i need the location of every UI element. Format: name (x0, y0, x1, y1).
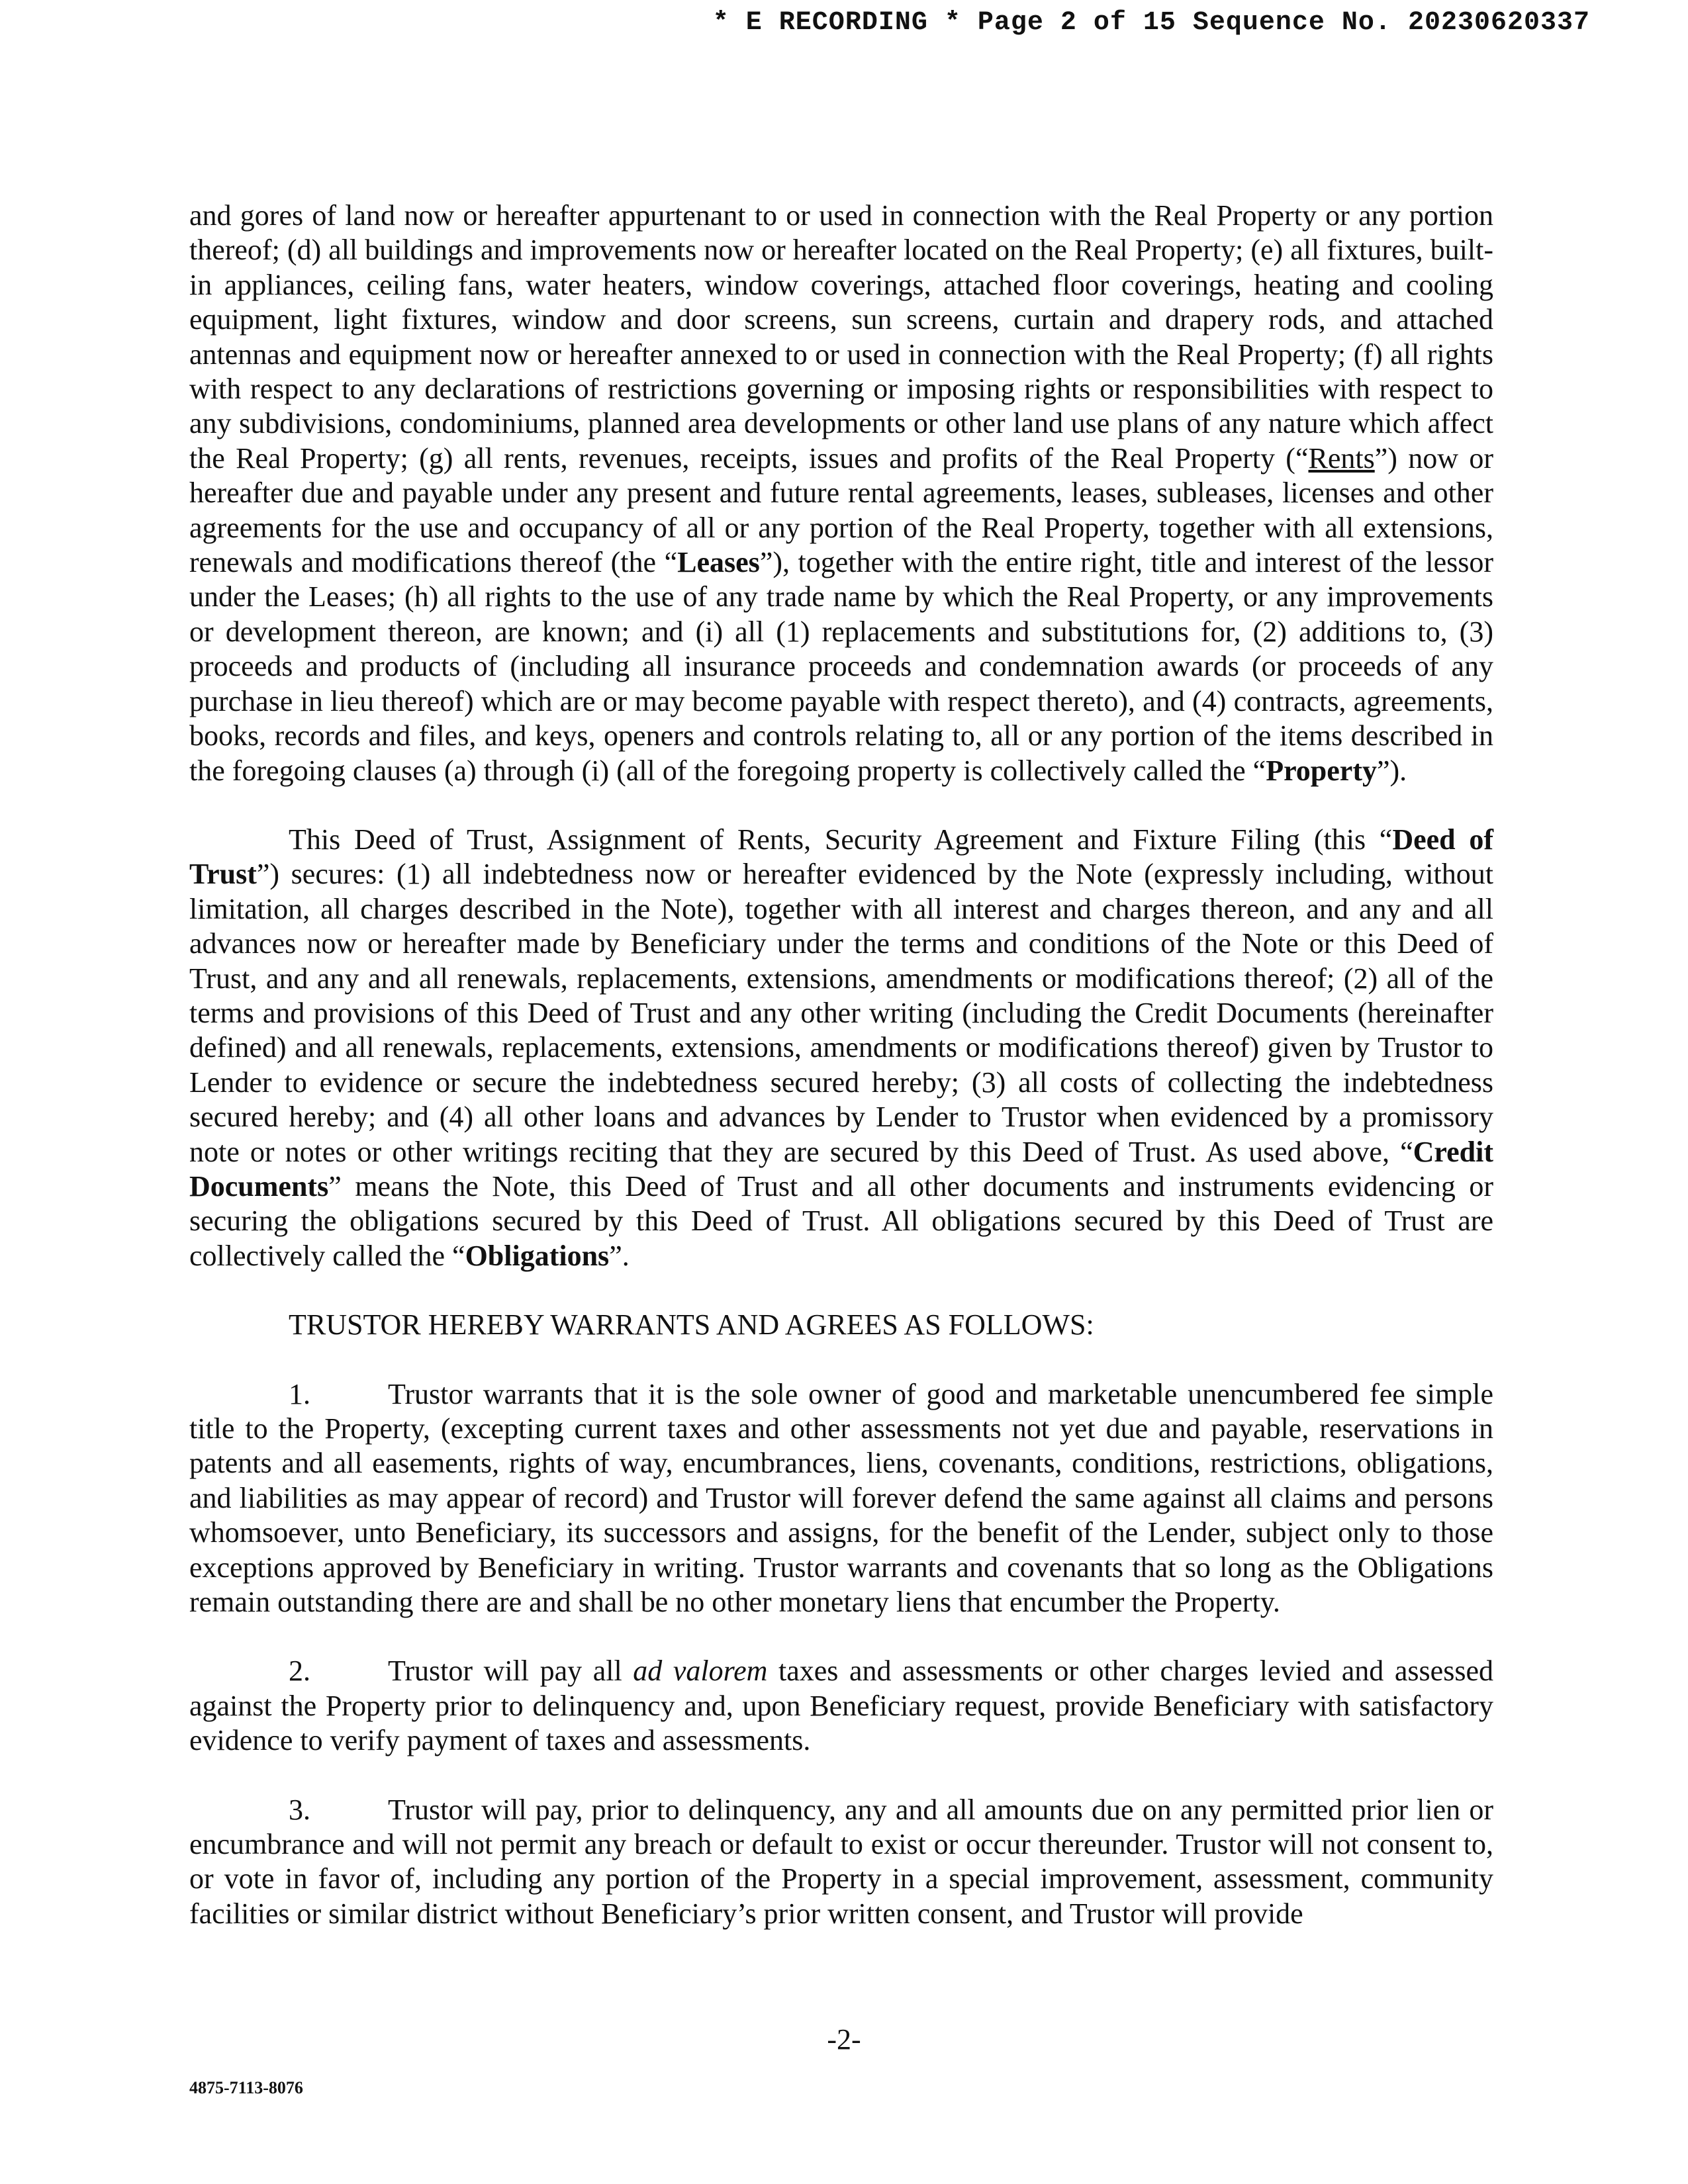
section-3-prior-liens (189, 1793, 1493, 1932)
page-number: -2- (827, 2023, 861, 2056)
defined-term-credit-documents: Credit Documents (189, 1135, 1493, 1203)
defined-term-leases: Leases (677, 546, 760, 579)
italic-term: ad valorem (633, 1655, 768, 1688)
document-id: 4875-7113-8076 (189, 2078, 303, 2097)
text-segment: ” means the Note, this Deed of Trust and all other documents and instruments evidencing or securing the obligations secured by this Deed of Trust. All obligations secured by this Deed of Trust are collectively called the “ (189, 1169, 1493, 1272)
defined-term-rents: Rents (1308, 441, 1375, 475)
text-segment: ”. (609, 1239, 630, 1272)
defined-term-obligations: Obligations (465, 1239, 610, 1272)
text-segment: This Deed of Trust, Assignment of Rents, Security Agreement and Fixture Filing (this “ (289, 823, 1393, 856)
recording-stamp: * E RECORDING * Page 2 of 15 Sequence No. 20230620337 (712, 8, 1590, 38)
section-1-title-warranty (189, 1377, 1493, 1620)
section-number: 1. (289, 1377, 310, 1410)
section-text: Trustor will pay, prior to delinquency, any and all amounts due on any permitted prior lien or encumbrance and will not permit any breach or default to exist or occur thereunder. Trustor will not consent to, or vote in favor of, including any portion of the Property in a special improvement, assessment, community facilities or similar district without Beneficiary’s prior written consent, and Trustor will provide (189, 1793, 1493, 1930)
text-segment: Trustor will pay all (388, 1655, 633, 1688)
section-number: 2. (289, 1655, 310, 1688)
text-segment: ”). (1376, 754, 1407, 787)
text-segment: taxes and assessments or other charges levied and assessed against the Property prior to delinquency and, upon Beneficiary request, provide Beneficiary with satisfactory evidence to verify payment of taxes and assessments. (189, 1655, 1493, 1757)
text-segment: ”) secures: (1) all indebtedness now or hereafter evidenced by the Note (expressly including, without limitation, all charges described in the Note), together with all interest and charges thereon, and any and all advances now or hereafter made by Beneficiary under the terms and conditions of the Note or this Deed of Trust, and any and all renewals, replacements, extensions, amendments or modifications thereof; (2) all of the terms and provisions of this Deed of Trust and any other writing (including the Credit Documents (hereinafter defined) and all renewals, replacements, extensions, amendments or modifications thereof) given by Trustor to Lender to evidence or secure the indebtedness secured hereby; (3) all costs of collecting the indebtedness secured hereby; and (4) all other loans and advances by Lender to Trustor when evidenced by a promissory note or notes or other writings reciting that they are secured by this Deed of Trust. As used above, “ (189, 858, 1493, 1168)
text-segment: ”) now or hereafter due and payable under any present and future rental agreements, leases, subleases, licenses and other agreements for the use and occupancy of all or any portion of the Real Property, together with all extensions, renewals and modifications thereof (the “ (189, 441, 1494, 579)
defined-term-property: Property (1266, 754, 1377, 787)
defined-term-deed-of-trust: Deed of Trust (189, 823, 1493, 891)
text-segment: and gores of land now or hereafter appurtenant to or used in connection with the Real Property or any portion thereof; (d) all buildings and improvements now or hereafter located on the Real Property; (e) all fixtures, built-in appliances, ceiling fans, water heaters, window coverings, attached floor coverings, heating and cooling equipment, light fixtures, window and door screens, sun screens, curtain and drapery rods, and attached antennas and equipment now or hereafter annexed to or used in connection with the Real Property; (f) all rights with respect to any declarations of restrictions governing or imposing rights or responsibilities with respect to any subdivisions, condominiums, planned area developments or other land use plans of any nature which affect the Real Property; (g) all rents, revenues, receipts, issues and profits of the Real Property (“ (189, 199, 1493, 475)
section-heading: TRUSTOR HEREBY WARRANTS AND AGREES AS FOLLOWS: (289, 1308, 1094, 1342)
section-text: Trustor warrants that it is the sole owner of good and marketable unencumbered fee simple title to the Property, (excepting current taxes and other assessments not yet due and payable, reservations in patents and all easements, rights of way, encumbrances, liens, covenants, conditions, restrictions, obligations, and liabilities as may appear of record) and Trustor will forever defend the same against all claims and persons whomsoever, unto Beneficiary, its successors and assigns, for the benefit of the Lender, subject only to those exceptions approved by Beneficiary in writing. Trustor warrants and covenants that so long as the Obligations remain outstanding there are and shall be no other monetary liens that encumber the Property. (189, 1377, 1493, 1619)
paragraph-secured-obligations (189, 823, 1493, 1273)
document-body (189, 199, 1493, 1966)
paragraph-property-description (189, 199, 1493, 788)
section-number: 3. (289, 1793, 310, 1826)
section-2-taxes (189, 1654, 1493, 1758)
text-segment: ”), together with the entire right, title and interest of the lessor under the Leases; (h) all rights to the use of any trade name by which the Real Property, or any improvements or development thereon, are known; and (i) all (1) replacements and substitutions for, (2) additions to, (3) proceeds and products of (including all insurance proceeds and condemnation awards (or proceeds of any purchase in lieu thereof) which are or may become payable with respect thereto), and (4) contracts, agreements, books, records and files, and keys, openers and controls relating to, all or any portion of the items described in the foregoing clauses (a) through (i) (all of the foregoing property is collectively called the “ (189, 546, 1494, 787)
